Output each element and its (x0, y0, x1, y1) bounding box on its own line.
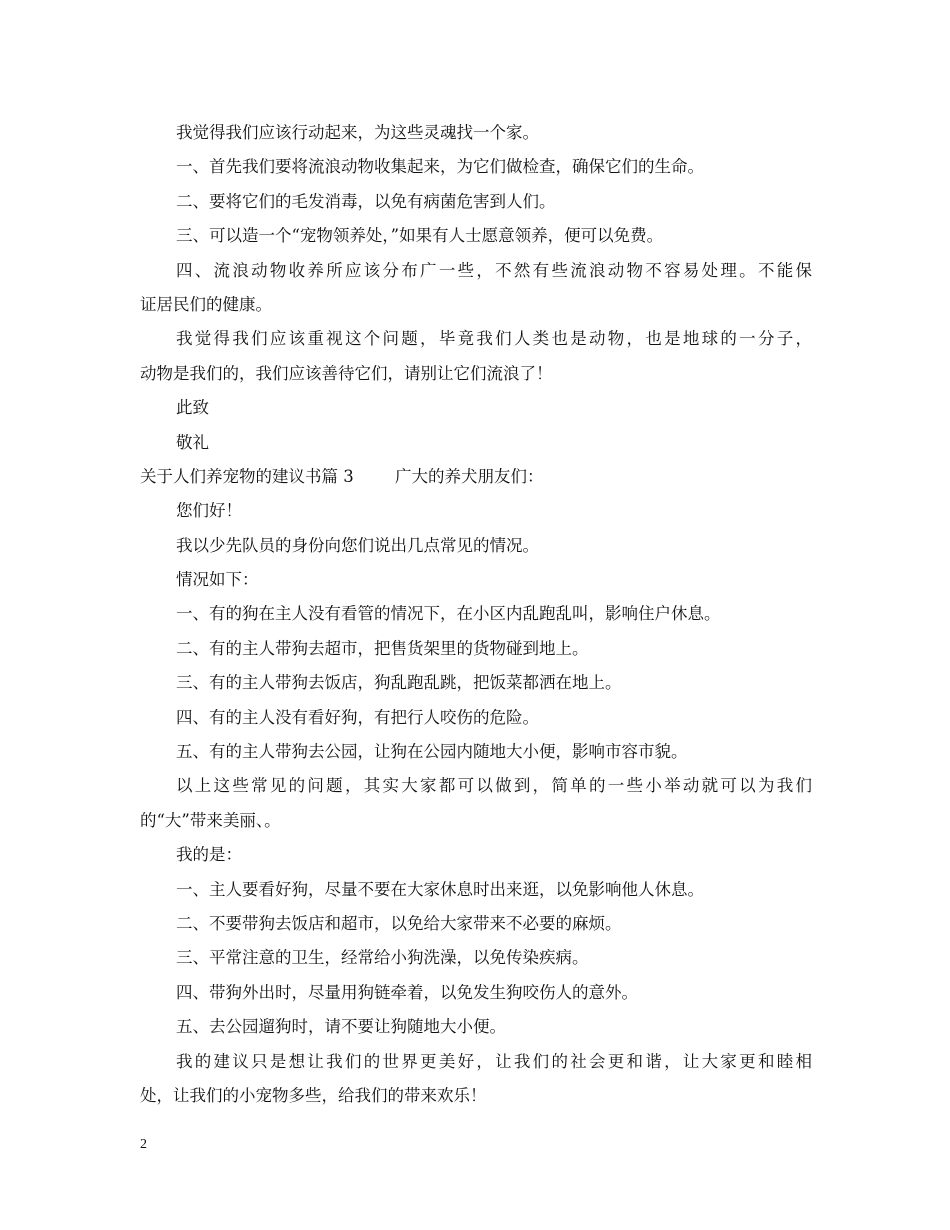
list-item: 四、带狗外出时，尽量用狗链牵着，以免发生狗咬伤人的意外。 (176, 982, 638, 1002)
paragraph-line: 以上这些常见的问题，其实大家都可以做到，简单的一些小举动就可以为我们 (176, 776, 812, 796)
list-item: 一、有的狗在主人没有看管的情况下，在小区内乱跑乱叫，影响住户休息。 (176, 604, 721, 624)
closing-line: 敬礼 (176, 432, 209, 452)
list-item: 一、主人要看好狗，尽量不要在大家休息时出来逛，以免影响他人休息。 (176, 879, 704, 899)
closing-line: 此致 (176, 398, 209, 418)
paragraph-line: 我觉得我们应该行动起来，为这些灵魂找一个家。 (176, 123, 539, 142)
list-item: 二、有的主人带狗去超市，把售货架里的货物碰到地上。 (176, 638, 589, 658)
paragraph-line: 我以少先队员的身份向您们说出几点常见的情况。 (176, 535, 539, 555)
list-item: 四、有的主人没有看好狗，有把行人咬伤的危险。 (176, 707, 539, 727)
list-item: 二、不要带狗去饭店和超市，以免给大家带来不必要的麻烦。 (176, 913, 622, 933)
paragraph-line: 我的是： (176, 845, 242, 865)
list-item: 五、去公园遛狗时，请不要让狗随地大小便。 (176, 1017, 506, 1037)
paragraph-line: 证居民们的健康。 (140, 294, 272, 314)
paragraph-line: 处，让我们的小宠物多些，给我们的带来欢乐！ (140, 1085, 487, 1105)
paragraph-line: 一、首先我们要将流浪动物收集起来，为它们做检查，确保它们的生命。 (176, 157, 704, 177)
list-item: 三、有的主人带狗去饭店，狗乱跑乱跳，把饭菜都洒在地上。 (176, 673, 622, 693)
paragraph-line: 二、要将它们的毛发消毒，以免有病菌危害到人们。 (176, 191, 556, 211)
paragraph-line: 情况如下： (176, 570, 259, 590)
section-title: 关于人们养宠物的建议书篇 3 (140, 466, 354, 486)
paragraph-line: 动物是我们的，我们应该善待它们，请别让它们流浪了！ (140, 363, 553, 383)
paragraph-line: 您们好！ (176, 501, 242, 521)
list-item: 五、有的主人带狗去公园，让狗在公园内随地大小便，影响市容市貌。 (176, 742, 688, 762)
paragraph-line: 的“大”带来美丽、。 (140, 810, 281, 830)
document-body (140, 116, 812, 1113)
list-item: 三、平常注意的卫生，经常给小狗洗澡，以免传染疾病。 (176, 948, 589, 968)
paragraph-line: 三、可以造一个“宠物领养处，”如果有人士愿意领养，便可以免费。 (176, 226, 664, 246)
section-heading (140, 460, 812, 494)
paragraph-line: 我的建议只是想让我们的世界更美好，让我们的社会更和谐，让大家更和睦相 (176, 1051, 812, 1071)
paragraph-line: 我觉得我们应该重视这个问题，毕竟我们人类也是动物，也是地球的一分子， (176, 329, 812, 349)
page-number: 2 (140, 1137, 147, 1152)
paragraph-line: 四、流浪动物收养所应该分布广一些，不然有些流浪动物不容易处理。不能保 (176, 260, 812, 280)
salutation: 广大的养犬朋友们： (395, 466, 544, 486)
